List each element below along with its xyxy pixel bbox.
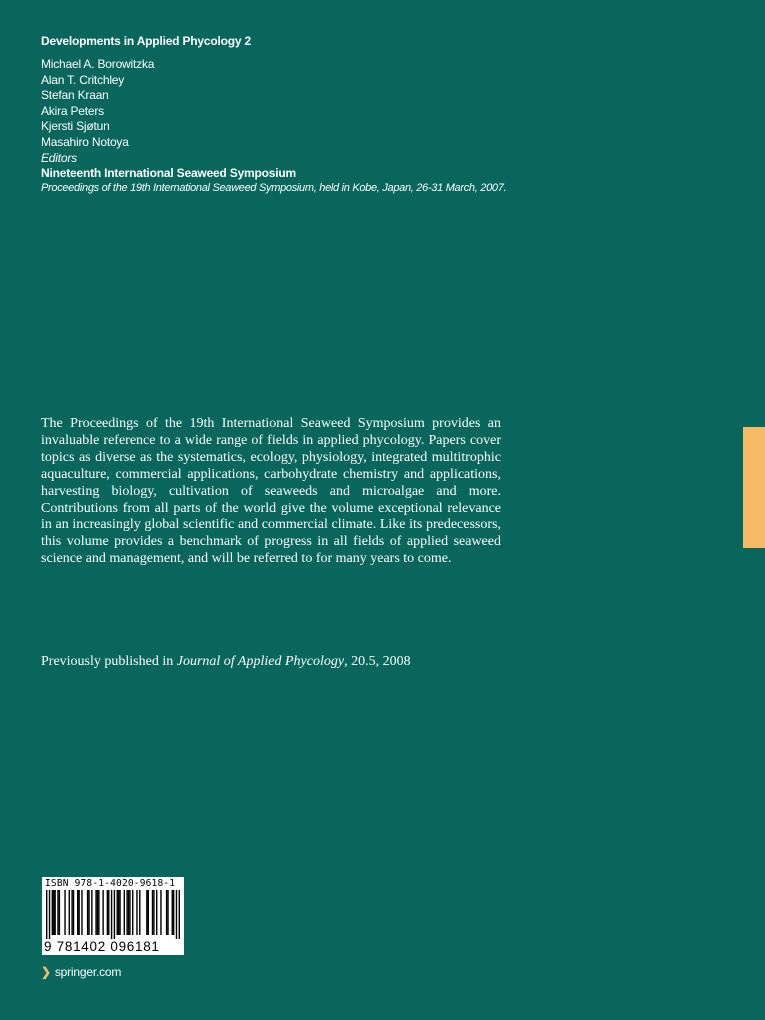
barcode-bars (46, 890, 180, 939)
barcode-bar (139, 890, 140, 935)
publisher-link[interactable] (41, 965, 121, 979)
editor-name: Michael A. Borowitzka (41, 57, 155, 71)
accent-tab (743, 427, 765, 548)
previously-suffix: , 20.5, 2008 (344, 654, 411, 669)
editor-name: Akira Peters (41, 103, 104, 118)
barcode-bar (107, 890, 108, 935)
barcode-bar (124, 890, 125, 935)
barcode-bar (172, 890, 173, 935)
previously-published-note (41, 654, 411, 670)
chevron-right-icon: ❯ (41, 965, 51, 979)
editors-role-label: Editors (41, 150, 77, 165)
editor-name: Kjersti Sjøtun (41, 119, 110, 134)
barcode-bar (52, 890, 53, 935)
series-title: Developments in Applied Phycology 2 (41, 34, 251, 48)
barcode-bar (111, 890, 112, 939)
barcode-bar (126, 890, 127, 935)
editor-list (41, 57, 154, 166)
book-subtitle: Proceedings of the 19th International Seaweed Symposium, held in Kobe, Japan, 26-31 March, 2007. (41, 182, 507, 194)
barcode-bar (114, 890, 115, 939)
editor-name: Alan T. Critchley (41, 72, 125, 87)
barcode-bar (117, 890, 118, 935)
barcode-bar (119, 890, 120, 935)
barcode-bar (97, 890, 98, 935)
barcode-bar (153, 890, 154, 935)
description-blurb: The Proceedings of the 19th International Seaweed Symposium provides an invaluable reference to a wide range of fields in applied phycology. Papers cover topics as diverse as the systematics, ecology, physiology, integrated multitrophic aquaculture, commercial applications, carbohydrate chemistry and applications, harvesting biology, cultivation of seaweeds and microalgae and more. Contributions from all parts of the world give the volume exceptional relevance in an increasingly global scientific and commercial climate. Like its predecessors, this volume provides a benchmark of progress in all fields of applied seaweed science and management, and will be referred to for many years to come. (41, 416, 501, 567)
barcode-bar (77, 890, 78, 935)
barcode-bar (98, 890, 99, 935)
barcode-bar (136, 890, 137, 935)
editor-name: Masahiro Notoya (41, 134, 129, 149)
barcode-bar (59, 890, 60, 935)
journal-name: Journal of Applied Phycology (176, 654, 345, 669)
barcode-bar (146, 890, 147, 935)
barcode-bar (73, 890, 74, 935)
barcode-bar (78, 890, 79, 935)
barcode-bar (129, 890, 130, 935)
barcode-bar (88, 890, 89, 935)
barcode-bar (49, 890, 50, 939)
barcode-bar (166, 890, 167, 935)
barcode-bar (167, 890, 168, 935)
editor-name: Stefan Kraan (41, 88, 109, 103)
barcode-bar (95, 890, 96, 935)
barcode-bar (81, 890, 82, 935)
isbn-digits: 9 781402 096181 (44, 939, 160, 954)
barcode-bar (128, 890, 129, 935)
barcode-bar (152, 890, 153, 935)
barcode-bar (87, 890, 88, 935)
barcode-bar (108, 890, 109, 935)
barcode-bar (53, 890, 54, 935)
previously-prefix: Previously published in (41, 654, 177, 669)
barcode-bar (132, 890, 133, 935)
barcode-bar (156, 890, 157, 935)
barcode-bar (57, 890, 58, 935)
barcode-bar (173, 890, 174, 935)
barcode-bar (91, 890, 92, 935)
barcode-bar (176, 890, 177, 939)
barcode-bar (54, 890, 55, 935)
book-title: Nineteenth International Seaweed Symposium (41, 166, 296, 180)
barcode-bar (118, 890, 119, 935)
isbn-label: ISBN 978-1-4020-9618-1 (45, 878, 176, 889)
barcode-bar (179, 890, 180, 939)
barcode-bar (64, 890, 65, 935)
barcode-bar (160, 890, 161, 935)
barcode-bar (71, 890, 72, 935)
barcode (42, 877, 184, 955)
barcode-bar (69, 890, 70, 935)
barcode-bar (102, 890, 103, 935)
publisher-url: springer.com (54, 965, 122, 979)
barcode-bar (46, 890, 47, 939)
barcode-bar (148, 890, 149, 935)
